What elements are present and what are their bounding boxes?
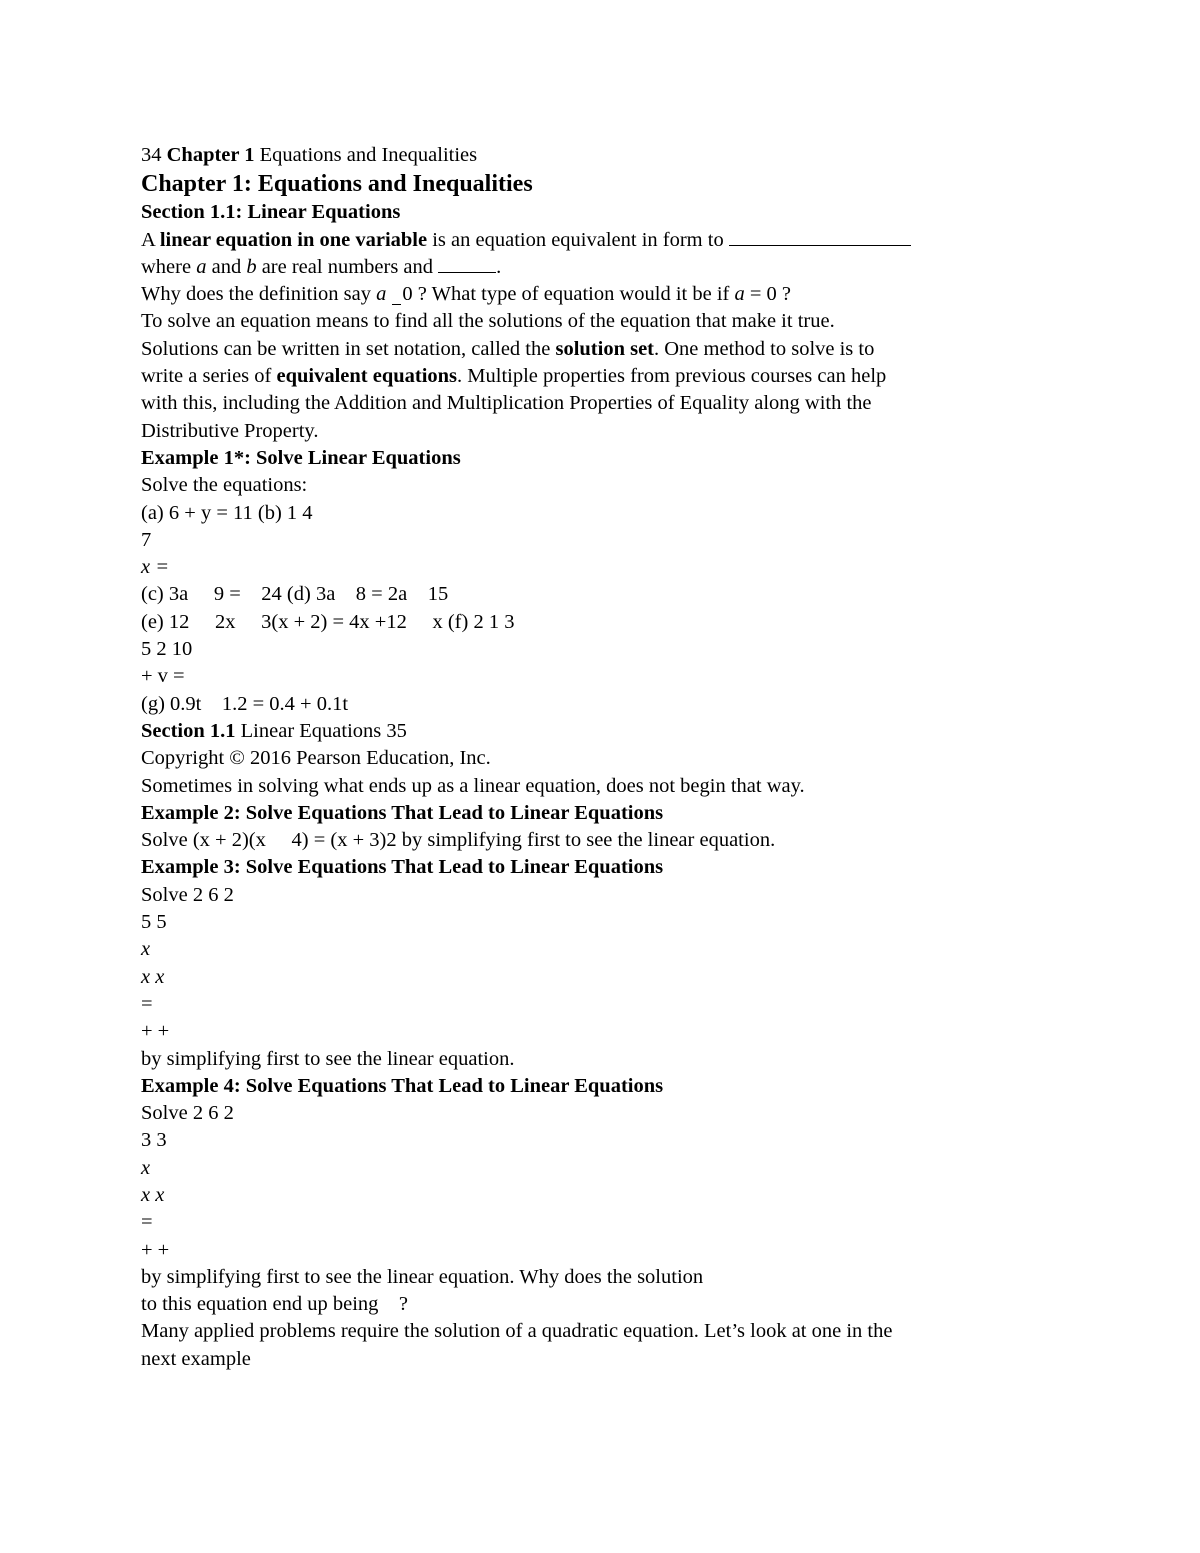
example-2-text: Solve (x + 2)(x 4) = (x + 3)2 by simplifying first to see the linear equation.	[141, 829, 776, 852]
example-4-line: =	[141, 1211, 153, 1234]
example-3-heading: Example 3: Solve Equations That Lead to Linear Equations	[141, 856, 664, 879]
chapter-title: Equations and Inequalities	[259, 144, 478, 166]
section-heading: Section 1.1: Linear Equations	[141, 201, 401, 224]
example-1-line: x =	[141, 556, 170, 579]
example-3-line: Solve 2 6 2	[141, 883, 234, 906]
running-header	[141, 142, 1041, 169]
example-4-line: x x	[141, 1183, 165, 1206]
example-4-line: by simplifying first to see the linear equation. Why does the solution	[141, 1265, 704, 1288]
transition-text: Sometimes in solving what ends up as a linear equation, does not begin that way.	[141, 774, 805, 797]
example-4-heading: Example 4: Solve Equations That Lead to Linear Equations	[141, 1074, 664, 1097]
example-2-heading: Example 2: Solve Equations That Lead to Linear Equations	[141, 801, 664, 824]
copyright-notice: Copyright © 2016 Pearson Education, Inc.	[141, 747, 491, 770]
example-4-line: 3 3	[141, 1129, 167, 1152]
fill-in-blank-short	[438, 254, 496, 273]
example-1-line: 7	[141, 528, 152, 551]
chapter-heading: Chapter 1: Equations and Inequalities	[141, 171, 533, 198]
closing-line-1: Many applied problems require the solution of a quadratic equation. Let’s look at one in the	[141, 1320, 893, 1343]
example-1-line: (a) 6 + y = 11 (b) 1 4	[141, 501, 313, 524]
example-4-line: + +	[141, 1238, 170, 1261]
page-number: 34	[141, 144, 162, 166]
paragraph-line-5: Distributive Property.	[141, 419, 319, 442]
example-1-line: (e) 12 2x 3(x + 2) = 4x +12 x (f) 2 1 3	[141, 610, 515, 633]
example-1-heading: Example 1*: Solve Linear Equations	[141, 446, 461, 469]
definition-line-2: where a and b are real numbers and .	[141, 255, 502, 278]
example-3-line: =	[141, 992, 153, 1015]
example-3-line: + +	[141, 1020, 170, 1043]
term-equivalent-equations: equivalent equations	[276, 365, 458, 388]
question-line: Why does the definition say a 0 ? What type of equation would it be if a = 0 ?	[141, 283, 792, 306]
document-page	[141, 142, 1041, 1373]
example-3-line: x x	[141, 965, 165, 988]
term-solution-set: solution set	[555, 337, 654, 360]
chapter-label: Chapter 1	[166, 144, 255, 166]
example-1-line: (c) 3a 9 = 24 (d) 3a 8 = 2a 15	[141, 583, 449, 606]
example-3-line: by simplifying first to see the linear equation.	[141, 1047, 515, 1070]
closing-line-2: next example	[141, 1347, 251, 1370]
example-4-line: Solve 2 6 2	[141, 1102, 234, 1125]
paragraph-line-3: write a series of equivalent equations. Multiple properties from previous courses can help	[141, 365, 887, 388]
definition-line-1: A linear equation in one variable is an equation equivalent in form to	[141, 227, 1041, 254]
example-1-line: (g) 0.9t 1.2 = 0.4 + 0.1t	[141, 692, 349, 715]
example-1-line: + v =	[141, 665, 185, 688]
example-4-line: to this equation end up being ?	[141, 1293, 409, 1316]
example-1-intro: Solve the equations:	[141, 474, 308, 497]
example-3-line: 5 5	[141, 911, 167, 934]
fill-in-blank-long	[729, 227, 911, 246]
example-1-line: 5 2 10	[141, 638, 193, 661]
defined-term: linear equation in one variable	[159, 228, 428, 251]
paragraph-line-2: Solutions can be written in set notation, called the solution set. One method to solve is to	[141, 337, 875, 360]
example-3-line: x	[141, 938, 151, 961]
paragraph-line-1: To solve an equation means to find all the solutions of the equation that make it true.	[141, 310, 835, 333]
section-footer: Section 1.1 Linear Equations 35	[141, 719, 407, 742]
example-4-line: x	[141, 1156, 151, 1179]
paragraph-line-4: with this, including the Addition and Multiplication Properties of Equality along with the	[141, 392, 872, 415]
